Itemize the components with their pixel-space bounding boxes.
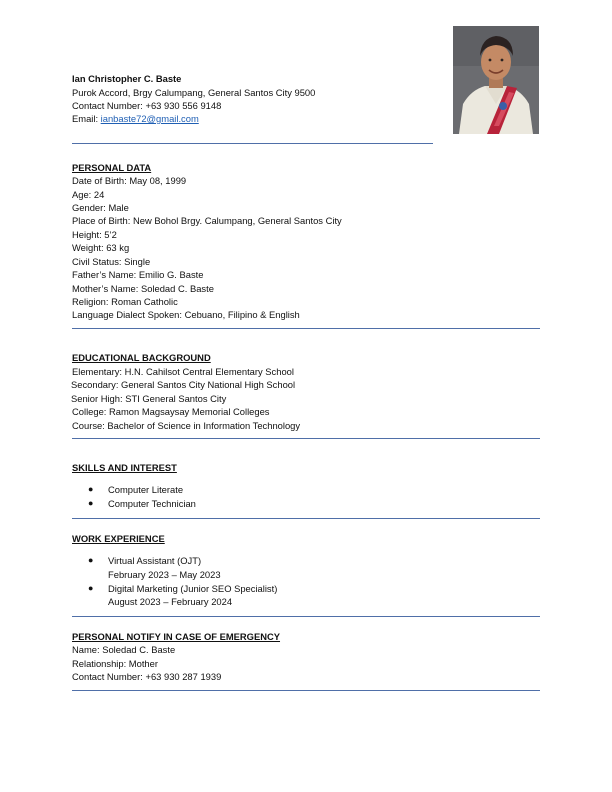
gender: Gender: Male bbox=[72, 202, 129, 213]
course: Course: Bachelor of Science in Information Technology bbox=[72, 420, 301, 431]
profile-photo bbox=[453, 26, 539, 134]
education-divider bbox=[72, 438, 540, 439]
contact-number bbox=[72, 99, 221, 112]
elementary: Elementary: H.N. Cahilsot Central Elementary School bbox=[72, 366, 294, 377]
email-line bbox=[72, 112, 199, 125]
emergency-relationship: Relationship: Mother bbox=[72, 658, 158, 669]
emergency-contact: Contact Number: +63 930 287 1939 bbox=[72, 671, 222, 682]
age: Age: 24 bbox=[72, 189, 105, 200]
work-heading: WORK EXPERIENCE bbox=[72, 533, 165, 544]
work-period: February 2023 – May 2023 bbox=[108, 569, 221, 580]
skills-divider bbox=[72, 518, 540, 519]
education-heading: EDUCATIONAL BACKGROUND bbox=[72, 352, 211, 363]
bullet-icon: ● bbox=[88, 484, 94, 494]
personal-divider bbox=[72, 328, 540, 329]
header-divider bbox=[72, 143, 433, 144]
emergency-name: Name: Soledad C. Baste bbox=[72, 644, 176, 655]
work-divider bbox=[72, 616, 540, 617]
skill-item: Computer Literate bbox=[108, 484, 184, 495]
address: Purok Accord, Brgy Calumpang, General Santos City 9500 bbox=[72, 87, 316, 98]
email-link[interactable]: ianbaste72@gmail.com bbox=[100, 113, 199, 124]
religion: Religion: Roman Catholic bbox=[72, 296, 178, 307]
bullet-icon: ● bbox=[88, 555, 94, 565]
email-label: Email: bbox=[72, 113, 101, 124]
bullet-icon: ● bbox=[88, 498, 94, 508]
fathers-name: Father’s Name: Emilio G. Baste bbox=[72, 269, 204, 280]
languages: Language Dialect Spoken: Cebuano, Filipino & English bbox=[72, 309, 300, 320]
mothers-name: Mother’s Name: Soledad C. Baste bbox=[72, 283, 214, 294]
civil-status: Civil Status: Single bbox=[72, 256, 151, 267]
skills-heading: SKILLS AND INTEREST bbox=[72, 462, 177, 473]
secondary: Secondary: General Santos City National High School bbox=[71, 379, 296, 390]
emergency-divider bbox=[72, 690, 540, 691]
personal-data-heading: PERSONAL DATA bbox=[72, 162, 152, 173]
applicant-name: Ian Christopher C. Baste bbox=[72, 73, 182, 84]
contact-label: Contact Number: bbox=[72, 100, 146, 111]
date-of-birth: Date of Birth: May 08, 1999 bbox=[72, 175, 187, 186]
senior-high: Senior High: STI General Santos City bbox=[71, 393, 227, 404]
height: Height: 5’2 bbox=[72, 229, 117, 240]
work-title: Virtual Assistant (OJT) bbox=[108, 555, 202, 566]
work-period: August 2023 – February 2024 bbox=[108, 596, 233, 607]
skill-item: Computer Technician bbox=[108, 498, 196, 509]
place-of-birth: Place of Birth: New Bohol Brgy. Calumpang, General Santos City bbox=[72, 215, 342, 226]
contact-value: +63 930 556 9148 bbox=[145, 100, 222, 111]
bullet-icon: ● bbox=[88, 583, 94, 593]
emergency-heading: PERSONAL NOTIFY IN CASE OF EMERGENCY bbox=[72, 631, 281, 642]
weight: Weight: 63 kg bbox=[72, 242, 130, 253]
college: College: Ramon Magsaysay Memorial Colleges bbox=[72, 406, 270, 417]
work-title: Digital Marketing (Junior SEO Specialist) bbox=[108, 583, 278, 594]
